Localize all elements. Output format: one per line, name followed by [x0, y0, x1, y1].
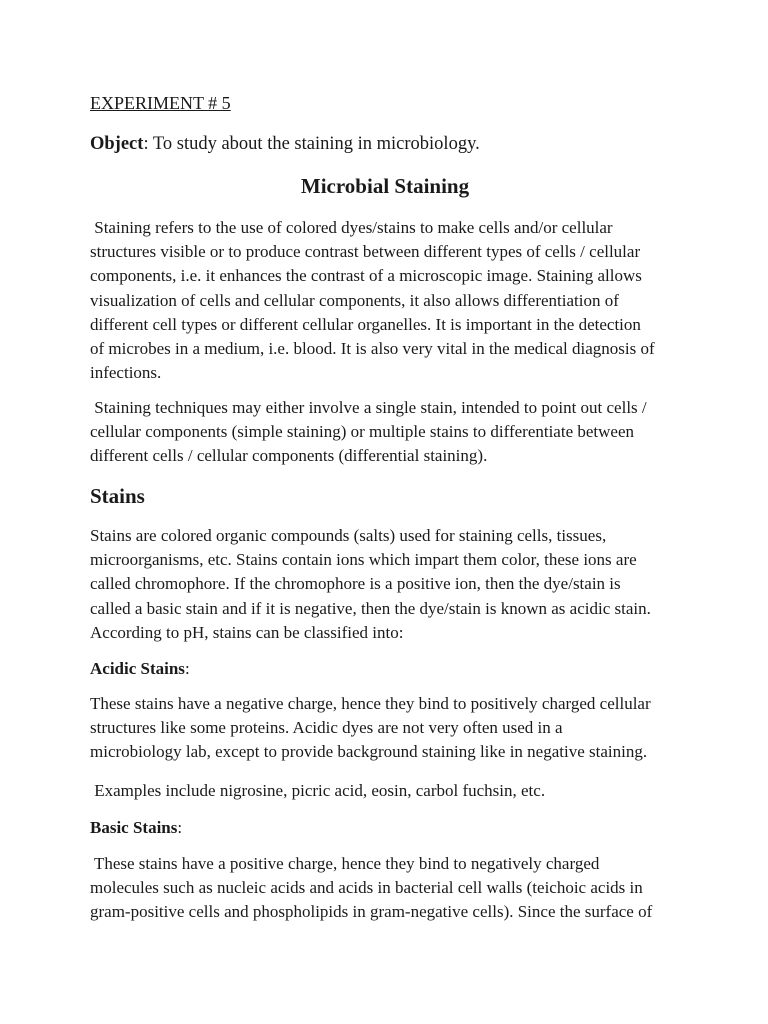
- acidic-stains-separator: :: [184, 659, 190, 678]
- document-title: Microbial Staining: [300, 174, 470, 198]
- text-line: called a basic stain and if it is negative, then the dye/stain is known as acidic stain.: [90, 598, 651, 618]
- stains-heading: Stains: [90, 484, 145, 508]
- text-line: different cell types or different cellular organelles. It is important in the detection: [90, 314, 641, 334]
- intro-paragraph-1: [90, 216, 685, 385]
- text-line: cellular components (simple staining) or multiple stains to differentiate between: [90, 422, 635, 442]
- object-label: Object: [90, 134, 144, 154]
- intro-paragraph-2: [90, 396, 685, 469]
- basic-stains-paragraph: [90, 852, 685, 925]
- text-line: Staining techniques may either involve a single stain, intended to point out cells /: [90, 398, 647, 417]
- text-line: Staining refers to the use of colored dyes/stains to make cells and/or cellular: [90, 218, 613, 237]
- text-line: infections.: [90, 363, 162, 383]
- text-line: These stains have a positive charge, hence they bind to negatively charged: [90, 854, 600, 873]
- text-line: gram-positive cells and phospholipids in gram-negative cells). Since the surface of: [90, 902, 653, 922]
- acidic-examples: [90, 779, 685, 803]
- text-line: These stains have a negative charge, hence they bind to positively charged cellular: [90, 694, 651, 713]
- acidic-stains-paragraph: [90, 692, 685, 765]
- basic-stains-separator: :: [177, 818, 183, 837]
- text-line: molecules such as nucleic acids and acids in bacterial cell walls (teichoic acids in: [90, 878, 643, 898]
- text-line: different cells / cellular components (differential staining).: [90, 446, 488, 466]
- object-separator: :: [143, 134, 149, 154]
- experiment-heading: EXPERIMENT # 5: [90, 93, 231, 113]
- text-line: microorganisms, etc. Stains contain ions which impart them color, these ions are: [90, 550, 637, 570]
- object-line: [90, 134, 480, 155]
- text-line: Stains are colored organic compounds (salts) used for staining cells, tissues,: [90, 526, 607, 545]
- object-text: To study about the staining in microbiology.: [148, 134, 480, 154]
- acidic-stains-heading: [90, 659, 190, 679]
- acidic-stains-label: Acidic Stains: [90, 659, 185, 678]
- text-line: visualization of cells and cellular components, it also allows differentiation of: [90, 290, 619, 310]
- text-line: Examples include nigrosine, picric acid, eosin, carbol fuchsin, etc.: [90, 781, 546, 800]
- text-line: According to pH, stains can be classified into:: [90, 622, 404, 642]
- text-line: structures visible or to produce contrast between different types of cells / cellular: [90, 242, 641, 262]
- text-line: called chromophore. If the chromophore is a positive ion, then the dye/stain is: [90, 574, 621, 594]
- basic-stains-label: Basic Stains: [90, 818, 178, 837]
- stains-paragraph: [90, 524, 685, 645]
- text-line: components, i.e. it enhances the contrast of a microscopic image. Staining allows: [90, 266, 642, 286]
- basic-stains-heading: [90, 818, 182, 838]
- text-line: microbiology lab, except to provide background staining like in negative staining.: [90, 742, 648, 762]
- text-line: of microbes in a medium, i.e. blood. It is also very vital in the medical diagnosis of: [90, 339, 655, 359]
- text-line: structures like some proteins. Acidic dyes are not very often used in a: [90, 718, 563, 738]
